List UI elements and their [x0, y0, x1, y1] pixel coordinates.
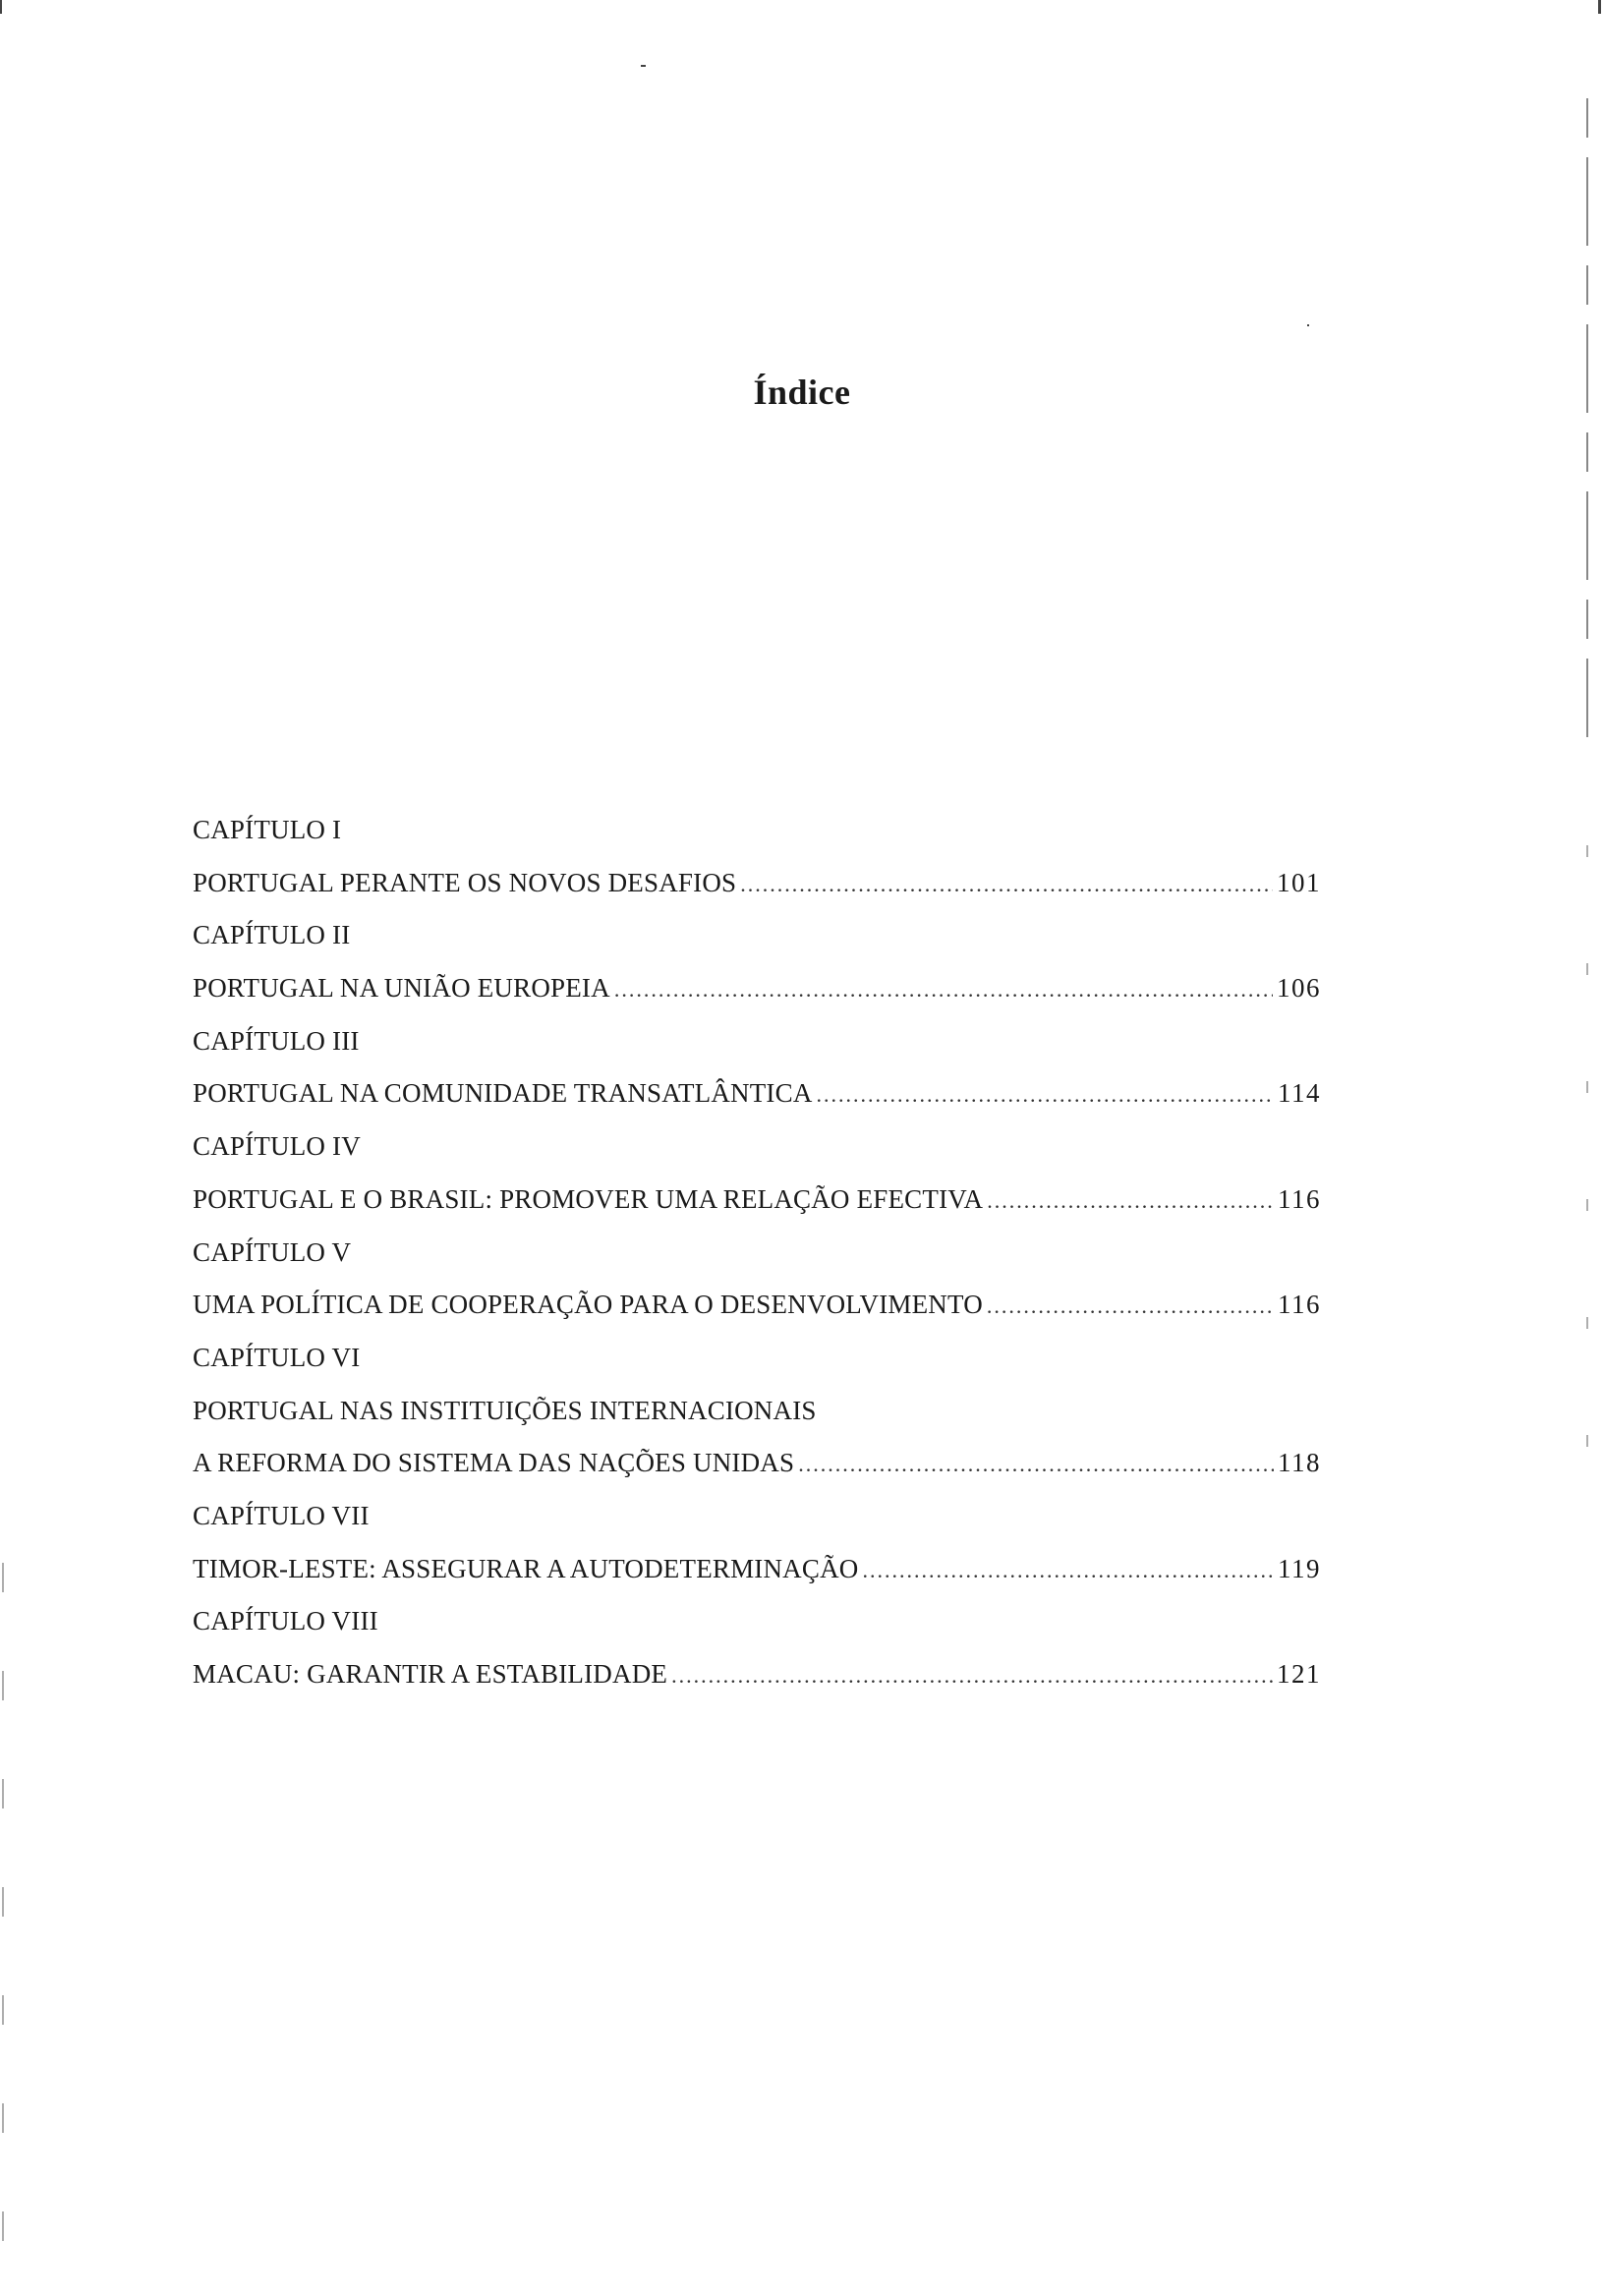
toc-dot-leader [863, 1544, 1275, 1597]
toc-entry-title: CAPÍTULO II [193, 920, 351, 950]
toc-page-number: 106 [1277, 973, 1321, 1004]
toc-entry-title: A REFORMA DO SISTEMA DAS NAÇÕES UNIDAS [193, 1448, 795, 1478]
scan-edge-line-right [1586, 98, 1588, 737]
toc-entry [193, 962, 1321, 1015]
toc-entry-title: PORTUGAL E O BRASIL: PROMOVER UMA RELAÇÃO EFECTIVA [193, 1183, 984, 1214]
toc-dot-leader [987, 1280, 1274, 1333]
toc-entry-title: CAPÍTULO III [193, 1025, 360, 1056]
toc-entry-title: CAPÍTULO V [193, 1236, 352, 1267]
toc-entry-title: CAPÍTULO VIII [193, 1606, 378, 1636]
toc-entry [193, 1067, 1321, 1120]
toc-dot-leader [817, 1068, 1274, 1121]
toc-chapter-heading [193, 1385, 1321, 1438]
table-of-contents [193, 804, 1321, 1701]
scan-edge-line-right-lower [1586, 845, 1588, 1533]
toc-chapter-heading [193, 1120, 1321, 1174]
page-title: Índice [753, 373, 851, 412]
toc-dot-leader [798, 1438, 1274, 1491]
scan-speck [641, 65, 646, 67]
toc-entry-title: MACAU: GARANTIR A ESTABILIDADE [193, 1659, 668, 1689]
toc-page-number: 121 [1277, 1659, 1321, 1689]
toc-entry [193, 1648, 1321, 1701]
toc-page-number: 116 [1278, 1290, 1321, 1320]
toc-dot-leader [740, 858, 1273, 911]
toc-page-number: 119 [1278, 1553, 1321, 1583]
toc-chapter-heading [193, 1595, 1321, 1648]
toc-entry [193, 1279, 1321, 1332]
toc-entry-title: PORTUGAL NA UNIÃO EUROPEIA [193, 973, 610, 1004]
toc-entry-title: PORTUGAL NA COMUNIDADE TRANSATLÂNTICA [193, 1078, 813, 1109]
toc-chapter-heading [193, 1227, 1321, 1280]
toc-entry-title: CAPÍTULO IV [193, 1131, 361, 1162]
toc-dot-leader [614, 963, 1273, 1016]
toc-page-number: 118 [1278, 1448, 1321, 1478]
scan-speck [1307, 324, 1309, 326]
toc-entry-title: PORTUGAL PERANTE OS NOVOS DESAFIOS [193, 867, 737, 897]
toc-chapter-heading [193, 804, 1321, 857]
toc-chapter-heading [193, 909, 1321, 962]
toc-entry-title: CAPÍTULO VII [193, 1500, 370, 1530]
toc-chapter-heading [193, 1332, 1321, 1385]
toc-entry [193, 1543, 1321, 1596]
scan-corner-mark-right [1598, 0, 1601, 14]
toc-page-number: 116 [1278, 1183, 1321, 1214]
toc-entry-title: CAPÍTULO I [193, 815, 342, 844]
toc-dot-leader [671, 1649, 1273, 1702]
toc-chapter-heading [193, 1490, 1321, 1543]
toc-entry-title: CAPÍTULO VI [193, 1342, 361, 1372]
toc-chapter-heading [193, 1015, 1321, 1068]
toc-dot-leader [987, 1175, 1274, 1228]
toc-entry [193, 1174, 1321, 1227]
toc-entry [193, 1437, 1321, 1490]
toc-page-number: 101 [1277, 867, 1321, 897]
toc-entry-title: UMA POLÍTICA DE COOPERAÇÃO PARA O DESENVOLVIMENTO [193, 1290, 983, 1320]
toc-entry [193, 857, 1321, 910]
scan-corner-mark-left [0, 0, 2, 14]
toc-entry-title: PORTUGAL NAS INSTITUIÇÕES INTERNACIONAIS [193, 1395, 817, 1425]
toc-entry-title: TIMOR-LESTE: ASSEGURAR A AUTODETERMINAÇÃO [193, 1553, 859, 1583]
scan-edge-line-left [2, 1563, 4, 2251]
toc-page-number: 114 [1278, 1078, 1321, 1109]
